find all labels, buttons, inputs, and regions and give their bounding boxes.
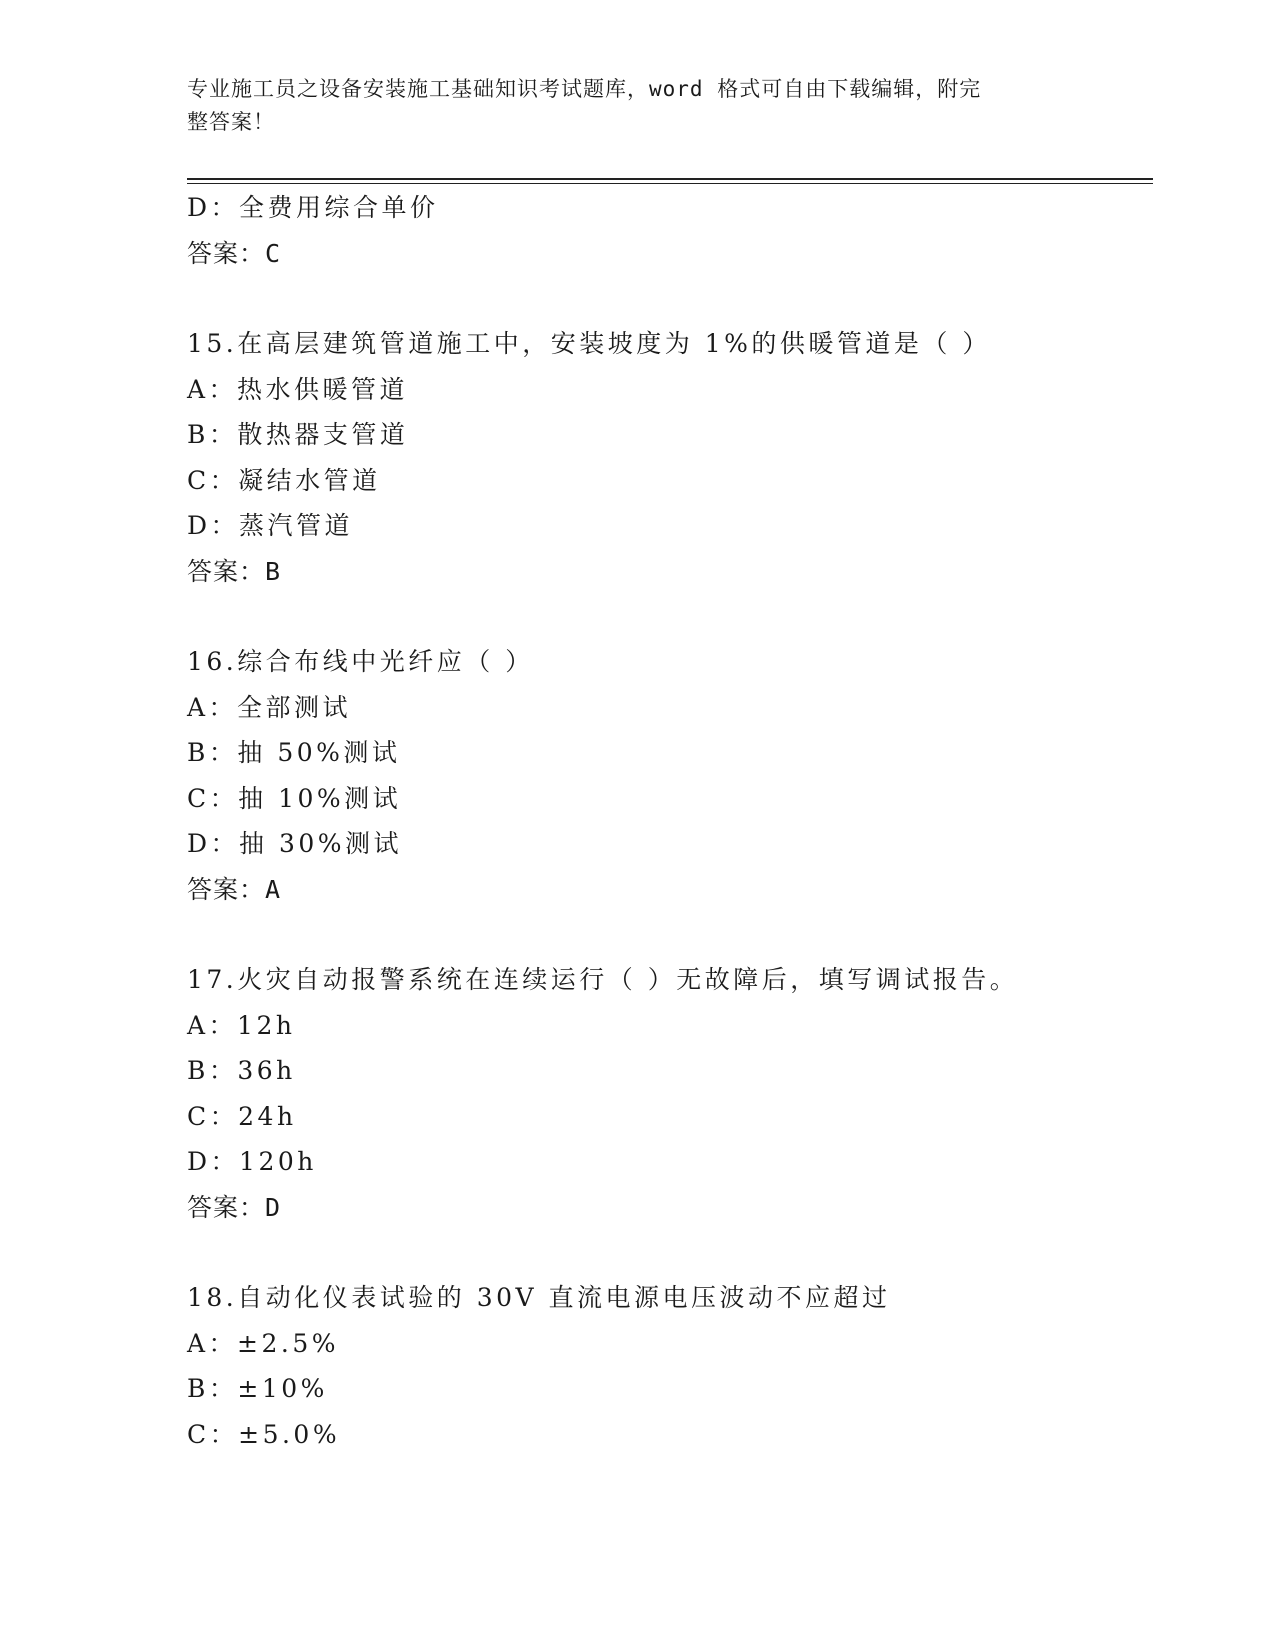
answer-line: 答案：C (187, 238, 282, 268)
option-a: A：全部测试 (187, 692, 352, 722)
previous-question-tail (187, 185, 1153, 276)
option-a: A：12h (187, 1010, 296, 1040)
option-b: B：散热器支管道 (187, 420, 409, 449)
option-a: A：热水供暖管道 (187, 374, 409, 404)
spacer (187, 1230, 1153, 1275)
question-17 (187, 957, 1153, 1230)
header-title-line-1: 专业施工员之设备安装施工基础知识考试题库，word 格式可自由下载编辑，附完 (187, 77, 982, 101)
document-header (187, 73, 1067, 139)
question-stem: 15.在高层建筑管道施工中，安装坡度为 1%的供暖管道是（ ） (187, 329, 991, 358)
question-stem: 18.自动化仪表试验的 30V 直流电源电压波动不应超过 (187, 1283, 891, 1312)
header-divider-thin (187, 183, 1153, 184)
option-d: D：全费用综合单价 (187, 193, 439, 222)
option-c: C：凝结水管道 (187, 465, 381, 495)
option-b: B：±10% (187, 1374, 328, 1403)
option-d: D：120h (187, 1147, 317, 1176)
spacer (187, 276, 1153, 321)
answer-line: 答案：A (187, 874, 282, 904)
question-18 (187, 1275, 1153, 1457)
option-c: C：±5.0% (187, 1419, 341, 1449)
question-16 (187, 639, 1153, 912)
answer-line: 答案：B (187, 556, 282, 586)
header-divider-thick (187, 178, 1153, 180)
answer-line: 答案：D (187, 1192, 282, 1222)
option-b: B：36h (187, 1056, 296, 1085)
question-stem: 17.火灾自动报警系统在连续运行（ ）无故障后，填写调试报告。 (187, 965, 1019, 994)
spacer (187, 594, 1153, 639)
option-b: B：抽 50%测试 (187, 738, 401, 767)
spacer (187, 912, 1153, 957)
option-a: A：±2.5% (187, 1328, 340, 1358)
header-title-line-2: 整答案！ (187, 110, 275, 134)
option-d: D：蒸汽管道 (187, 511, 354, 540)
question-stem: 16.综合布线中光纤应（ ） (187, 647, 534, 676)
question-15 (187, 321, 1153, 594)
question-list (187, 185, 1153, 1457)
option-c: C：24h (187, 1101, 297, 1131)
option-c: C：抽 10%测试 (187, 783, 402, 813)
option-d: D：抽 30%测试 (187, 829, 403, 858)
